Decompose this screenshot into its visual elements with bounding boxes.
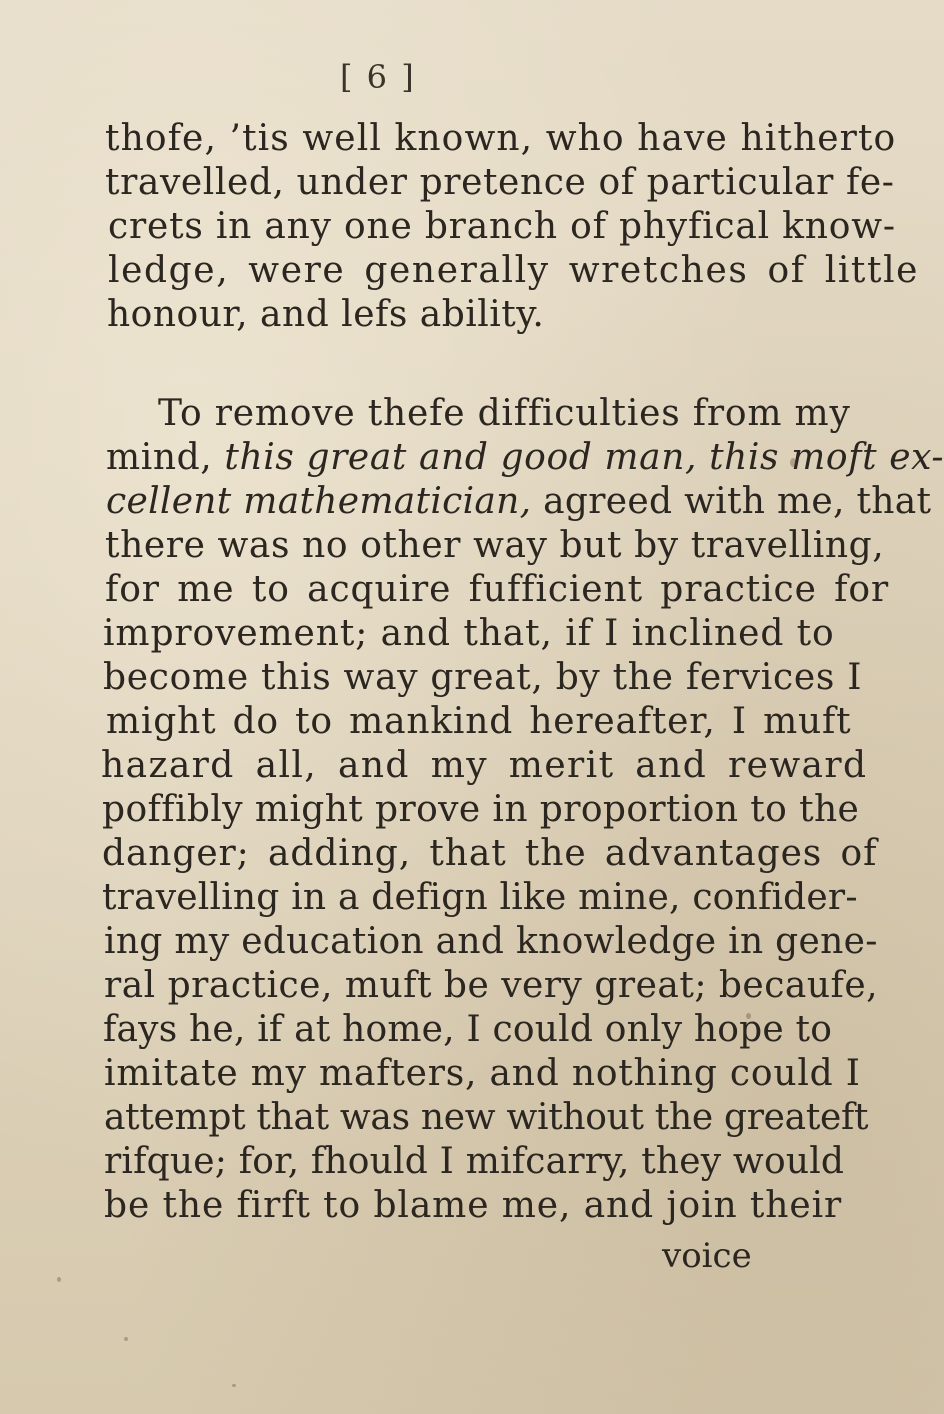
paper-speck [746, 1013, 751, 1019]
text-line: ledge, were generally wretches of little [108, 250, 920, 291]
text-line: To remove thefe difficulties from my [158, 393, 851, 434]
paper-speck [790, 458, 796, 467]
text-line: rifque; for, fhould I mifcarry, they would [104, 1141, 845, 1182]
line-roman: agreed with me, that [531, 481, 932, 522]
line-italic: cellent mathematician, [106, 481, 532, 522]
text-line: might do to mankind hereafter, I muft [106, 701, 852, 742]
text-line: be the firft to blame me, and join their [104, 1185, 843, 1226]
line-roman: mind, [106, 437, 225, 478]
text-line: imitate my mafters, and nothing could I [104, 1053, 861, 1094]
text-line: there was no other way but by travelling, [105, 525, 885, 566]
line-italic: this great and good man, this moft ex- [224, 437, 944, 478]
text-line [106, 480, 931, 524]
paper-speck [124, 1337, 128, 1341]
catchword: voice [662, 1236, 752, 1276]
text-line: travelled, under pretence of particular fe- [105, 162, 895, 203]
text-line: thofe, ’tis well known, who have hitherto [105, 118, 897, 159]
text-line: travelling in a defign like mine, confider- [102, 877, 858, 918]
text-line: fays he, if at home, I could only hope to [103, 1009, 833, 1050]
text-line: hazard all, and my merit and reward [101, 745, 868, 786]
text-line: crets in any one branch of phyfical know- [108, 206, 896, 247]
text-line: attempt that was new without the greateft [104, 1097, 869, 1138]
text-line: ral practice, muft be very great; becaufe, [104, 965, 879, 1006]
paper-speck [232, 1384, 236, 1387]
text-line: become this way great, by the fervices I [103, 657, 863, 698]
text-line: ing my education and knowledge in gene- [104, 921, 878, 962]
paper-speck [57, 1277, 61, 1282]
text-line: for me to acquire fufficient practice for [105, 569, 890, 610]
text-line: honour, and lefs ability. [107, 294, 545, 335]
text-line: poffibly might prove in proportion to the [102, 789, 860, 830]
text-line [106, 436, 944, 480]
page-number: [ 6 ] [340, 58, 416, 96]
text-line: improvement; and that, if I inclined to [103, 613, 835, 654]
text-line: danger; adding, that the advantages of [102, 833, 878, 874]
